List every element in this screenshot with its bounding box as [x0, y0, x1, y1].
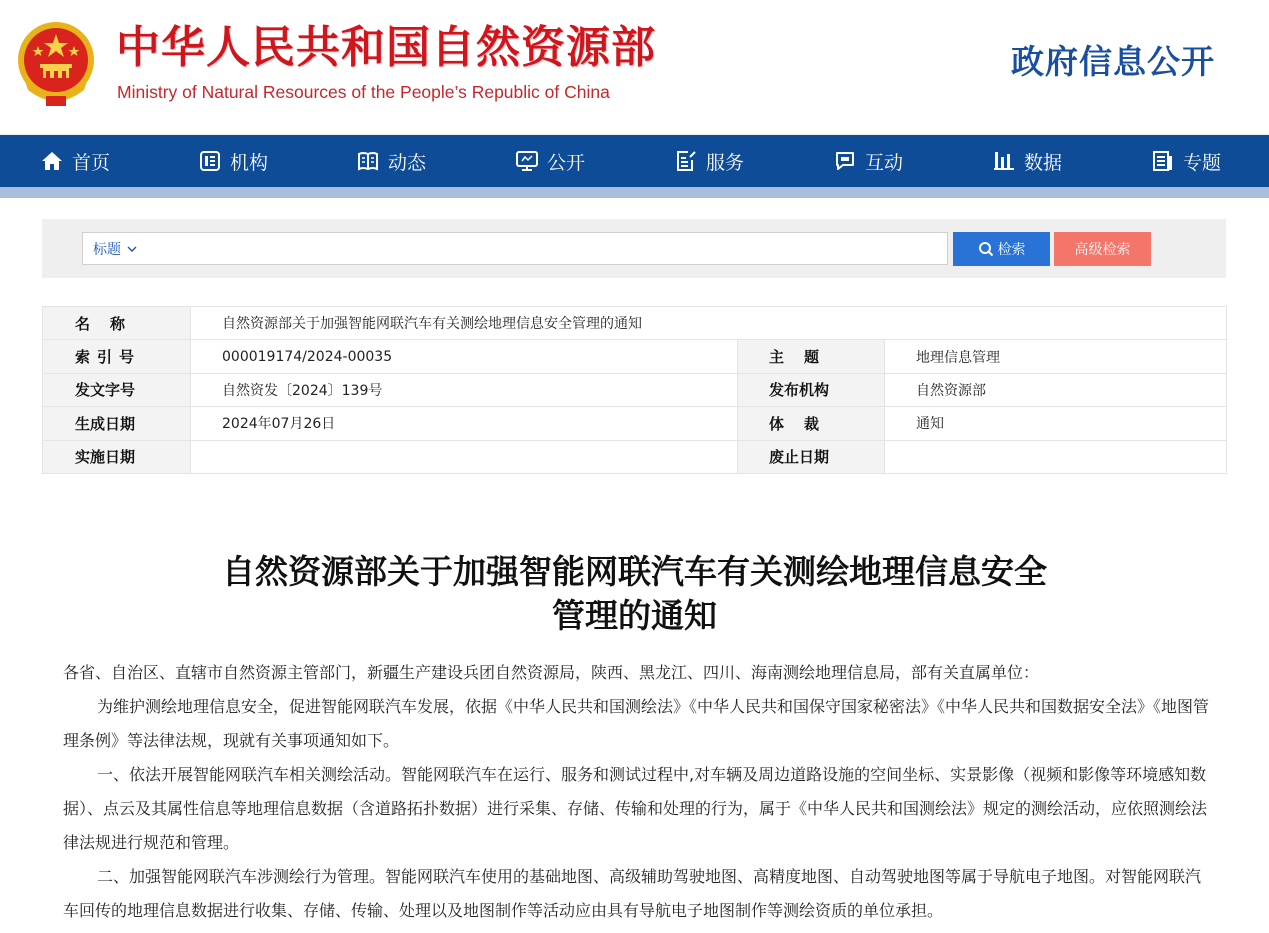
meta-row [43, 407, 1227, 440]
site-header [0, 0, 1269, 135]
nav-label: 互动 [865, 151, 904, 174]
monitor-icon [515, 149, 539, 173]
meta-value-issuer: 自然资源部 [885, 373, 1227, 406]
search-field-select[interactable] [93, 233, 137, 264]
advanced-search-button[interactable] [1054, 232, 1151, 266]
meta-value-repeal [885, 440, 1227, 473]
org-icon [198, 149, 222, 173]
meta-label-issuer: 发布机构 [738, 373, 885, 406]
article-title-line: 自然资源部关于加强智能网联汽车有关测绘地理信息安全 [222, 552, 1047, 591]
meta-label-date: 生成日期 [43, 407, 191, 440]
article-title [0, 550, 1269, 638]
meta-value-effective [191, 440, 738, 473]
meta-label-doc-no: 发文字号 [43, 373, 191, 406]
meta-label-topic: 主题 [738, 340, 885, 373]
meta-value-name: 自然资源部关于加强智能网联汽车有关测绘地理信息安全管理的通知 [191, 307, 1227, 340]
nav-label: 服务 [706, 151, 745, 174]
site-title: 中华人民共和国自然资源部 [116, 22, 656, 73]
article-paragraph: 二、加强智能网联汽车涉测绘行为管理。智能网联汽车使用的基础地图、高级辅助驾驶地图、高精度地图、自动驾驶地图等属于导航电子地图。对智能网联汽车回传的地理信息数据进行收集、存储、传输、处理以及地图制作等活动应由具有导航电子地图制作等测绘资质的单位承担。 [63, 867, 1202, 920]
meta-value-genre: 通知 [885, 407, 1227, 440]
search-button[interactable] [953, 232, 1050, 266]
advanced-search-label: 高级检索 [1074, 242, 1131, 258]
article-title-line: 管理的通知 [552, 596, 717, 635]
search-panel [42, 219, 1226, 278]
search-box [82, 232, 948, 265]
nav-label: 专题 [1183, 151, 1222, 174]
meta-row [43, 340, 1227, 373]
nav-item-org[interactable] [198, 135, 268, 187]
search-icon [978, 241, 994, 257]
meta-label-name: 名称 [43, 307, 191, 340]
nav-label: 数据 [1024, 151, 1063, 174]
national-emblem-icon [14, 20, 98, 110]
meta-row [43, 307, 1227, 340]
nav-label: 机构 [230, 151, 269, 174]
nav-item-home[interactable] [40, 135, 110, 187]
search-input[interactable] [163, 234, 943, 263]
nav-item-public[interactable] [515, 135, 585, 187]
nav-item-data[interactable] [992, 135, 1062, 187]
article-paragraph: 为维护测绘地理信息安全，促进智能网联汽车发展，依据《中华人民共和国测绘法》《中华人民共和国保守国家秘密法》《中华人民共和国数据安全法》《地图管理条例》等法律法规，现就有关事项通知如下。 [63, 697, 1210, 750]
nav-item-service[interactable] [674, 135, 744, 187]
meta-value-doc-no: 自然资发〔2024〕139号 [191, 373, 738, 406]
meta-value-date: 2024年07月26日 [191, 407, 738, 440]
section-title[interactable]: 政府信息公开 [1011, 42, 1215, 81]
nav-item-interact[interactable] [833, 135, 903, 187]
doc-list-icon [1151, 149, 1175, 173]
main-nav [0, 135, 1269, 187]
chevron-down-icon [127, 244, 137, 254]
meta-label-repeal: 废止日期 [738, 440, 885, 473]
meta-label-effective: 实施日期 [43, 440, 191, 473]
document-meta-table [42, 306, 1227, 474]
home-icon [40, 149, 64, 173]
book-icon [356, 149, 380, 173]
meta-value-index: 000019174/2024-00035 [191, 340, 738, 373]
nav-underline-strip [0, 187, 1269, 198]
meta-label-index: 索引号 [43, 340, 191, 373]
chat-icon [833, 149, 857, 173]
nav-item-news[interactable] [356, 135, 426, 187]
nav-label: 首页 [72, 151, 111, 174]
meta-label-genre: 体裁 [738, 407, 885, 440]
nav-label: 公开 [547, 151, 586, 174]
nav-label: 动态 [388, 151, 427, 174]
nav-item-topic[interactable] [1151, 135, 1221, 187]
meta-value-topic: 地理信息管理 [885, 340, 1227, 373]
article-body [63, 656, 1211, 928]
meta-row [43, 373, 1227, 406]
bar-chart-icon [992, 149, 1016, 173]
article-paragraph: 一、依法开展智能网联汽车相关测绘活动。智能网联汽车在运行、服务和测试过程中,对车辆及周边道路设施的空间坐标、实景影像（视频和影像等环境感知数据）、点云及其属性信息等地理信息数据（含道路拓扑数据）进行采集、存储、传输和处理的行为，属于《中华人民共和国测绘法》规定的测绘活动，应依照测绘法律法规进行规范和管理。 [63, 765, 1208, 852]
meta-row [43, 440, 1227, 473]
article-paragraph: 各省、自治区、直辖市自然资源主管部门，新疆生产建设兵团自然资源局，陕西、黑龙江、四川、海南测绘地理信息局，部有关直属单位： [63, 663, 1040, 682]
site-subtitle: Ministry of Natural Resources of the People’s Republic of China [117, 82, 610, 102]
search-field-label: 标题 [93, 241, 121, 258]
edit-doc-icon [674, 149, 698, 173]
search-button-label: 检索 [997, 242, 1026, 258]
